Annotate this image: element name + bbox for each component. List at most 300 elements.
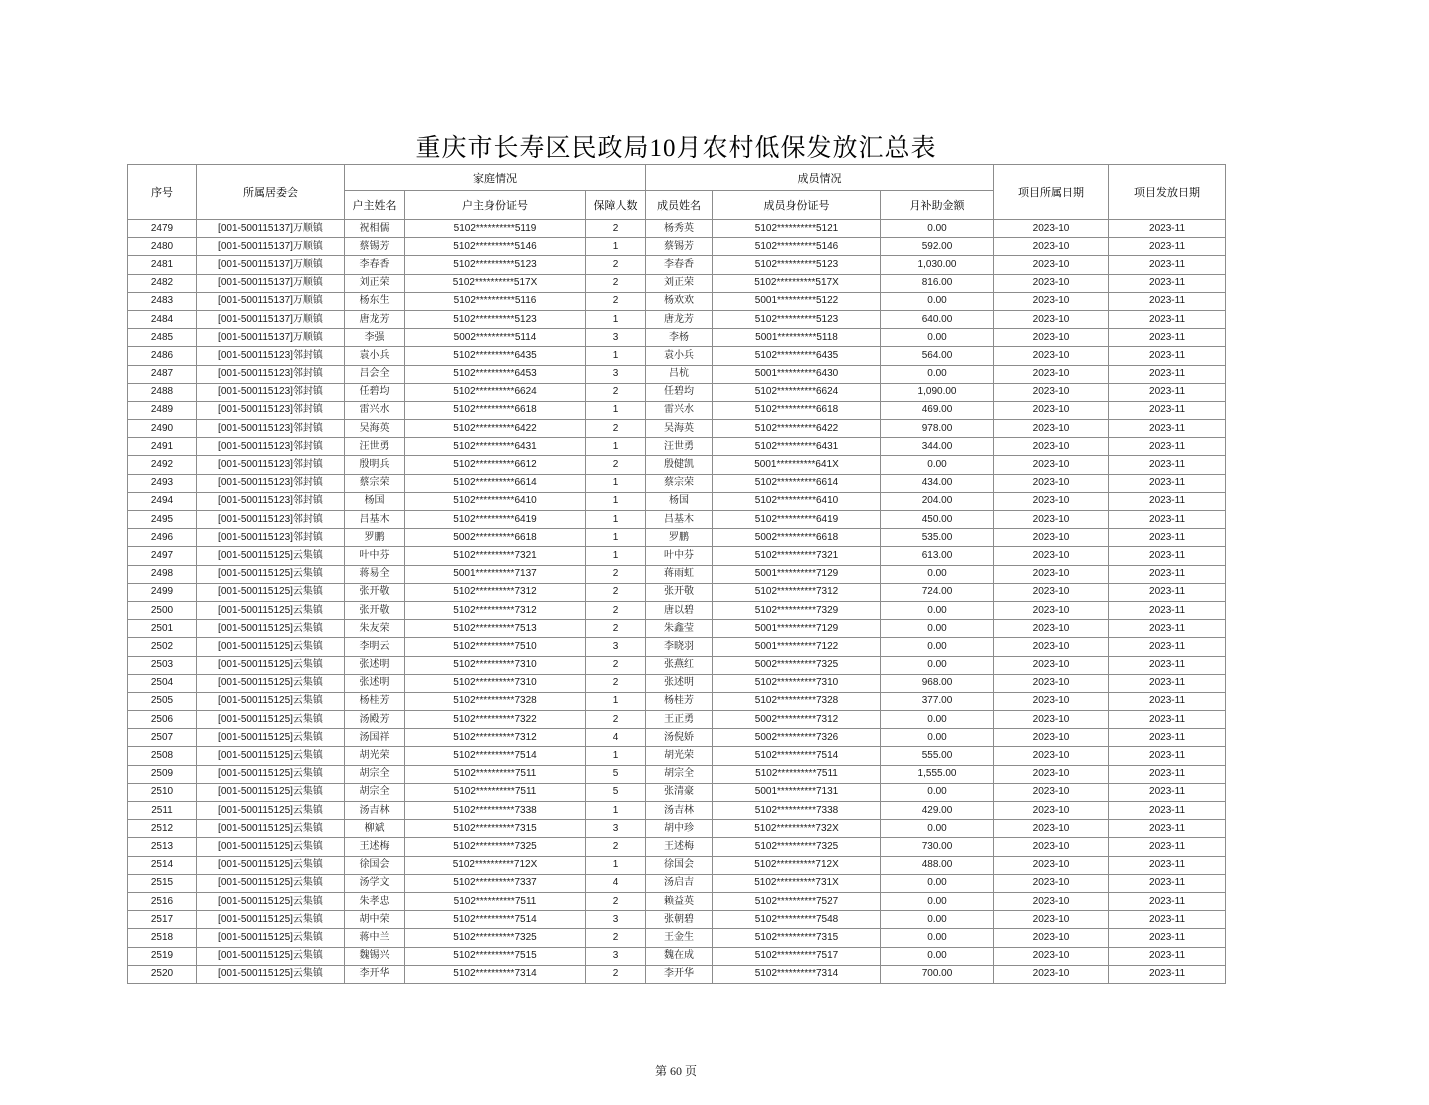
cell-member-name: 胡宗全 bbox=[646, 765, 713, 783]
cell-issue-month: 2023-11 bbox=[1109, 383, 1226, 401]
cell-head-id: 5102**********6422 bbox=[405, 420, 586, 438]
cell-monthly-amount: 724.00 bbox=[881, 583, 994, 601]
cell-committee: [001-500115123]邻封镇 bbox=[197, 365, 345, 383]
cell-project-month: 2023-10 bbox=[994, 329, 1109, 347]
cell-committee: [001-500115125]云集镇 bbox=[197, 547, 345, 565]
cell-serial: 2496 bbox=[128, 529, 197, 547]
cell-member-id: 5102**********732X bbox=[713, 820, 881, 838]
cell-head-name: 张述明 bbox=[345, 656, 405, 674]
cell-committee: [001-500115137]万顺镇 bbox=[197, 329, 345, 347]
cell-serial: 2519 bbox=[128, 947, 197, 965]
cell-head-name: 张开敬 bbox=[345, 601, 405, 619]
table-row bbox=[128, 529, 1226, 547]
cell-monthly-amount: 1,555.00 bbox=[881, 765, 994, 783]
cell-serial: 2483 bbox=[128, 292, 197, 310]
cell-project-month: 2023-10 bbox=[994, 583, 1109, 601]
cell-head-name: 胡光荣 bbox=[345, 747, 405, 765]
cell-insured-count: 3 bbox=[586, 947, 646, 965]
cell-issue-month: 2023-11 bbox=[1109, 929, 1226, 947]
cell-member-id: 5102**********7511 bbox=[713, 765, 881, 783]
cell-member-name: 张朝碧 bbox=[646, 911, 713, 929]
page-title: 重庆市长寿区民政局10月农村低保发放汇总表 bbox=[415, 135, 937, 162]
cell-head-id: 5102**********6614 bbox=[405, 474, 586, 492]
cell-insured-count: 1 bbox=[586, 238, 646, 256]
cell-committee: [001-500115125]云集镇 bbox=[197, 929, 345, 947]
cell-serial: 2517 bbox=[128, 911, 197, 929]
table-row bbox=[128, 692, 1226, 710]
cell-serial: 2511 bbox=[128, 802, 197, 820]
cell-insured-count: 1 bbox=[586, 802, 646, 820]
col-group-family: 家庭情况 bbox=[345, 165, 646, 191]
cell-monthly-amount: 0.00 bbox=[881, 620, 994, 638]
cell-monthly-amount: 816.00 bbox=[881, 274, 994, 292]
cell-member-id: 5001**********5118 bbox=[713, 329, 881, 347]
cell-serial: 2506 bbox=[128, 711, 197, 729]
cell-member-id: 5001**********7122 bbox=[713, 638, 881, 656]
cell-serial: 2500 bbox=[128, 601, 197, 619]
cell-monthly-amount: 0.00 bbox=[881, 656, 994, 674]
table-row bbox=[128, 892, 1226, 910]
cell-serial: 2491 bbox=[128, 438, 197, 456]
cell-project-month: 2023-10 bbox=[994, 783, 1109, 801]
table-row bbox=[128, 547, 1226, 565]
cell-committee: [001-500115125]云集镇 bbox=[197, 783, 345, 801]
cell-project-month: 2023-10 bbox=[994, 820, 1109, 838]
table-header bbox=[128, 165, 1226, 220]
cell-monthly-amount: 0.00 bbox=[881, 638, 994, 656]
cell-insured-count: 1 bbox=[586, 474, 646, 492]
cell-head-id: 5102**********7312 bbox=[405, 729, 586, 747]
cell-monthly-amount: 469.00 bbox=[881, 401, 994, 419]
cell-member-name: 张开敬 bbox=[646, 583, 713, 601]
cell-committee: [001-500115123]邻封镇 bbox=[197, 529, 345, 547]
cell-monthly-amount: 0.00 bbox=[881, 874, 994, 892]
table-row bbox=[128, 292, 1226, 310]
cell-member-id: 5001**********7129 bbox=[713, 620, 881, 638]
cell-head-id: 5102**********7515 bbox=[405, 947, 586, 965]
cell-member-name: 魏在成 bbox=[646, 947, 713, 965]
cell-member-name: 胡中珍 bbox=[646, 820, 713, 838]
cell-insured-count: 4 bbox=[586, 874, 646, 892]
cell-member-name: 张述明 bbox=[646, 674, 713, 692]
table-row bbox=[128, 674, 1226, 692]
cell-head-name: 祝相儒 bbox=[345, 220, 405, 238]
cell-project-month: 2023-10 bbox=[994, 911, 1109, 929]
cell-serial: 2516 bbox=[128, 892, 197, 910]
cell-member-id: 5102**********7517 bbox=[713, 947, 881, 965]
cell-issue-month: 2023-11 bbox=[1109, 856, 1226, 874]
cell-head-id: 5102**********7514 bbox=[405, 747, 586, 765]
cell-issue-month: 2023-11 bbox=[1109, 638, 1226, 656]
cell-head-name: 汤殿芳 bbox=[345, 711, 405, 729]
cell-member-name: 叶中芬 bbox=[646, 547, 713, 565]
cell-member-name: 刘正荣 bbox=[646, 274, 713, 292]
cell-issue-month: 2023-11 bbox=[1109, 911, 1226, 929]
cell-committee: [001-500115123]邻封镇 bbox=[197, 511, 345, 529]
cell-serial: 2494 bbox=[128, 492, 197, 510]
cell-head-name: 杨国 bbox=[345, 492, 405, 510]
table-row bbox=[128, 565, 1226, 583]
cell-serial: 2481 bbox=[128, 256, 197, 274]
cell-issue-month: 2023-11 bbox=[1109, 583, 1226, 601]
cell-head-name: 李强 bbox=[345, 329, 405, 347]
cell-member-id: 5002**********7325 bbox=[713, 656, 881, 674]
col-header-committee: 所属居委会 bbox=[197, 165, 345, 220]
cell-serial: 2495 bbox=[128, 511, 197, 529]
cell-member-id: 5102**********6431 bbox=[713, 438, 881, 456]
cell-member-id: 5102**********6614 bbox=[713, 474, 881, 492]
cell-member-name: 朱鑫莹 bbox=[646, 620, 713, 638]
cell-head-id: 5102**********7513 bbox=[405, 620, 586, 638]
cell-serial: 2502 bbox=[128, 638, 197, 656]
cell-project-month: 2023-10 bbox=[994, 692, 1109, 710]
cell-monthly-amount: 700.00 bbox=[881, 965, 994, 983]
cell-project-month: 2023-10 bbox=[994, 274, 1109, 292]
cell-monthly-amount: 488.00 bbox=[881, 856, 994, 874]
cell-committee: [001-500115123]邻封镇 bbox=[197, 347, 345, 365]
cell-project-month: 2023-10 bbox=[994, 565, 1109, 583]
cell-member-id: 5102**********712X bbox=[713, 856, 881, 874]
table-row bbox=[128, 656, 1226, 674]
cell-insured-count: 3 bbox=[586, 329, 646, 347]
cell-committee: [001-500115125]云集镇 bbox=[197, 583, 345, 601]
cell-serial: 2490 bbox=[128, 420, 197, 438]
cell-head-id: 5102**********7338 bbox=[405, 802, 586, 820]
cell-serial: 2497 bbox=[128, 547, 197, 565]
cell-issue-month: 2023-11 bbox=[1109, 420, 1226, 438]
cell-insured-count: 2 bbox=[586, 929, 646, 947]
cell-project-month: 2023-10 bbox=[994, 856, 1109, 874]
subsidy-summary-table bbox=[127, 164, 1226, 984]
table-row bbox=[128, 274, 1226, 292]
cell-project-month: 2023-10 bbox=[994, 711, 1109, 729]
cell-serial: 2507 bbox=[128, 729, 197, 747]
table-row bbox=[128, 220, 1226, 238]
cell-committee: [001-500115125]云集镇 bbox=[197, 601, 345, 619]
cell-monthly-amount: 450.00 bbox=[881, 511, 994, 529]
table-row bbox=[128, 329, 1226, 347]
cell-head-name: 任碧均 bbox=[345, 383, 405, 401]
cell-insured-count: 2 bbox=[586, 583, 646, 601]
cell-issue-month: 2023-11 bbox=[1109, 274, 1226, 292]
cell-issue-month: 2023-11 bbox=[1109, 547, 1226, 565]
cell-issue-month: 2023-11 bbox=[1109, 565, 1226, 583]
cell-committee: [001-500115137]万顺镇 bbox=[197, 292, 345, 310]
col-header-head-name: 户主姓名 bbox=[345, 191, 405, 220]
cell-monthly-amount: 968.00 bbox=[881, 674, 994, 692]
cell-member-id: 5102**********5121 bbox=[713, 220, 881, 238]
cell-insured-count: 2 bbox=[586, 674, 646, 692]
cell-head-name: 朱孝忠 bbox=[345, 892, 405, 910]
cell-insured-count: 3 bbox=[586, 365, 646, 383]
cell-head-name: 柳斌 bbox=[345, 820, 405, 838]
cell-member-id: 5002**********7326 bbox=[713, 729, 881, 747]
cell-head-id: 5102**********7314 bbox=[405, 965, 586, 983]
cell-committee: [001-500115125]云集镇 bbox=[197, 692, 345, 710]
cell-insured-count: 1 bbox=[586, 310, 646, 328]
cell-member-id: 5102**********7338 bbox=[713, 802, 881, 820]
cell-serial: 2508 bbox=[128, 747, 197, 765]
col-header-head-id: 户主身份证号 bbox=[405, 191, 586, 220]
cell-head-id: 5102**********7325 bbox=[405, 838, 586, 856]
cell-member-name: 李杨 bbox=[646, 329, 713, 347]
cell-insured-count: 1 bbox=[586, 547, 646, 565]
cell-committee: [001-500115137]万顺镇 bbox=[197, 310, 345, 328]
cell-head-id: 5102**********7510 bbox=[405, 638, 586, 656]
cell-insured-count: 2 bbox=[586, 601, 646, 619]
cell-issue-month: 2023-11 bbox=[1109, 820, 1226, 838]
cell-issue-month: 2023-11 bbox=[1109, 220, 1226, 238]
cell-insured-count: 2 bbox=[586, 220, 646, 238]
cell-head-id: 5001**********7137 bbox=[405, 565, 586, 583]
cell-serial: 2515 bbox=[128, 874, 197, 892]
cell-project-month: 2023-10 bbox=[994, 802, 1109, 820]
cell-monthly-amount: 0.00 bbox=[881, 929, 994, 947]
cell-head-name: 胡宗全 bbox=[345, 783, 405, 801]
cell-head-id: 5102**********5146 bbox=[405, 238, 586, 256]
cell-member-id: 5102**********5123 bbox=[713, 256, 881, 274]
cell-committee: [001-500115125]云集镇 bbox=[197, 711, 345, 729]
cell-head-id: 5102**********5116 bbox=[405, 292, 586, 310]
table-row bbox=[128, 783, 1226, 801]
cell-member-id: 5102**********731X bbox=[713, 874, 881, 892]
cell-head-id: 5102**********5123 bbox=[405, 310, 586, 328]
cell-serial: 2489 bbox=[128, 401, 197, 419]
cell-committee: [001-500115125]云集镇 bbox=[197, 729, 345, 747]
cell-committee: [001-500115137]万顺镇 bbox=[197, 274, 345, 292]
table-row bbox=[128, 238, 1226, 256]
cell-head-id: 5102**********7328 bbox=[405, 692, 586, 710]
cell-head-name: 胡宗全 bbox=[345, 765, 405, 783]
cell-issue-month: 2023-11 bbox=[1109, 365, 1226, 383]
cell-project-month: 2023-10 bbox=[994, 601, 1109, 619]
table-row bbox=[128, 583, 1226, 601]
cell-project-month: 2023-10 bbox=[994, 401, 1109, 419]
cell-serial: 2480 bbox=[128, 238, 197, 256]
cell-member-id: 5102**********7527 bbox=[713, 892, 881, 910]
cell-serial: 2487 bbox=[128, 365, 197, 383]
cell-committee: [001-500115125]云集镇 bbox=[197, 820, 345, 838]
cell-insured-count: 4 bbox=[586, 729, 646, 747]
table-row bbox=[128, 492, 1226, 510]
cell-head-name: 朱友荣 bbox=[345, 620, 405, 638]
cell-member-name: 杨秀英 bbox=[646, 220, 713, 238]
cell-issue-month: 2023-11 bbox=[1109, 456, 1226, 474]
cell-head-name: 蔡锡芳 bbox=[345, 238, 405, 256]
cell-project-month: 2023-10 bbox=[994, 292, 1109, 310]
cell-head-name: 张开敬 bbox=[345, 583, 405, 601]
cell-monthly-amount: 613.00 bbox=[881, 547, 994, 565]
cell-member-name: 蒋雨虹 bbox=[646, 565, 713, 583]
cell-head-id: 5102**********6435 bbox=[405, 347, 586, 365]
cell-monthly-amount: 0.00 bbox=[881, 820, 994, 838]
cell-insured-count: 2 bbox=[586, 292, 646, 310]
cell-insured-count: 1 bbox=[586, 347, 646, 365]
cell-committee: [001-500115125]云集镇 bbox=[197, 965, 345, 983]
cell-committee: [001-500115123]邻封镇 bbox=[197, 474, 345, 492]
cell-head-name: 魏锡兴 bbox=[345, 947, 405, 965]
cell-member-name: 赖益英 bbox=[646, 892, 713, 910]
cell-insured-count: 3 bbox=[586, 911, 646, 929]
cell-head-id: 5102**********7511 bbox=[405, 892, 586, 910]
cell-project-month: 2023-10 bbox=[994, 220, 1109, 238]
cell-insured-count: 3 bbox=[586, 638, 646, 656]
cell-member-id: 5102**********7310 bbox=[713, 674, 881, 692]
cell-serial: 2510 bbox=[128, 783, 197, 801]
cell-head-name: 吕基木 bbox=[345, 511, 405, 529]
cell-monthly-amount: 564.00 bbox=[881, 347, 994, 365]
cell-issue-month: 2023-11 bbox=[1109, 765, 1226, 783]
table-row bbox=[128, 765, 1226, 783]
cell-project-month: 2023-10 bbox=[994, 365, 1109, 383]
table-row bbox=[128, 383, 1226, 401]
cell-issue-month: 2023-11 bbox=[1109, 511, 1226, 529]
cell-head-id: 5102**********7312 bbox=[405, 601, 586, 619]
table-row bbox=[128, 401, 1226, 419]
cell-monthly-amount: 0.00 bbox=[881, 892, 994, 910]
cell-serial: 2484 bbox=[128, 310, 197, 328]
cell-member-id: 5102**********7315 bbox=[713, 929, 881, 947]
cell-head-name: 汪世勇 bbox=[345, 438, 405, 456]
cell-project-month: 2023-10 bbox=[994, 492, 1109, 510]
cell-issue-month: 2023-11 bbox=[1109, 874, 1226, 892]
cell-member-id: 5102**********7329 bbox=[713, 601, 881, 619]
cell-serial: 2518 bbox=[128, 929, 197, 947]
cell-committee: [001-500115125]云集镇 bbox=[197, 656, 345, 674]
table-row bbox=[128, 620, 1226, 638]
cell-member-name: 唐龙芳 bbox=[646, 310, 713, 328]
cell-head-id: 5102**********6453 bbox=[405, 365, 586, 383]
cell-head-id: 5102**********5123 bbox=[405, 256, 586, 274]
cell-member-id: 5102**********6410 bbox=[713, 492, 881, 510]
cell-monthly-amount: 429.00 bbox=[881, 802, 994, 820]
cell-member-id: 5102**********5146 bbox=[713, 238, 881, 256]
cell-insured-count: 2 bbox=[586, 565, 646, 583]
cell-head-id: 5102**********7315 bbox=[405, 820, 586, 838]
cell-head-name: 杨东生 bbox=[345, 292, 405, 310]
cell-head-id: 5102**********6419 bbox=[405, 511, 586, 529]
cell-issue-month: 2023-11 bbox=[1109, 238, 1226, 256]
cell-head-id: 5102**********7312 bbox=[405, 583, 586, 601]
cell-monthly-amount: 0.00 bbox=[881, 911, 994, 929]
cell-committee: [001-500115137]万顺镇 bbox=[197, 220, 345, 238]
cell-project-month: 2023-10 bbox=[994, 874, 1109, 892]
col-header-serial: 序号 bbox=[128, 165, 197, 220]
cell-head-id: 5102**********7310 bbox=[405, 674, 586, 692]
cell-monthly-amount: 730.00 bbox=[881, 838, 994, 856]
cell-serial: 2503 bbox=[128, 656, 197, 674]
cell-insured-count: 1 bbox=[586, 692, 646, 710]
cell-committee: [001-500115125]云集镇 bbox=[197, 874, 345, 892]
cell-project-month: 2023-10 bbox=[994, 347, 1109, 365]
cell-serial: 2486 bbox=[128, 347, 197, 365]
cell-issue-month: 2023-11 bbox=[1109, 347, 1226, 365]
cell-member-name: 张燕红 bbox=[646, 656, 713, 674]
cell-committee: [001-500115125]云集镇 bbox=[197, 638, 345, 656]
cell-member-name: 唐以碧 bbox=[646, 601, 713, 619]
cell-serial: 2505 bbox=[128, 692, 197, 710]
cell-head-name: 蒋易全 bbox=[345, 565, 405, 583]
table-row bbox=[128, 511, 1226, 529]
cell-head-name: 李开华 bbox=[345, 965, 405, 983]
cell-insured-count: 2 bbox=[586, 965, 646, 983]
cell-member-id: 5001**********7131 bbox=[713, 783, 881, 801]
cell-insured-count: 2 bbox=[586, 456, 646, 474]
cell-insured-count: 1 bbox=[586, 747, 646, 765]
cell-monthly-amount: 377.00 bbox=[881, 692, 994, 710]
cell-head-name: 殷明兵 bbox=[345, 456, 405, 474]
col-header-project-month: 项目所属日期 bbox=[994, 165, 1109, 220]
table-row bbox=[128, 365, 1226, 383]
cell-member-name: 杨欢欢 bbox=[646, 292, 713, 310]
cell-member-id: 5001**********5122 bbox=[713, 292, 881, 310]
cell-project-month: 2023-10 bbox=[994, 383, 1109, 401]
cell-head-id: 5102**********7321 bbox=[405, 547, 586, 565]
cell-member-id: 5102**********5123 bbox=[713, 310, 881, 328]
table-row bbox=[128, 747, 1226, 765]
cell-issue-month: 2023-11 bbox=[1109, 711, 1226, 729]
cell-committee: [001-500115123]邻封镇 bbox=[197, 401, 345, 419]
cell-member-name: 王正勇 bbox=[646, 711, 713, 729]
cell-head-name: 吴海英 bbox=[345, 420, 405, 438]
cell-member-id: 5002**********6618 bbox=[713, 529, 881, 547]
page-number: 第 60 页 bbox=[654, 1064, 697, 1078]
cell-issue-month: 2023-11 bbox=[1109, 620, 1226, 638]
cell-committee: [001-500115125]云集镇 bbox=[197, 856, 345, 874]
cell-project-month: 2023-10 bbox=[994, 529, 1109, 547]
cell-insured-count: 1 bbox=[586, 529, 646, 547]
col-group-member: 成员情况 bbox=[646, 165, 994, 191]
cell-member-name: 吴海英 bbox=[646, 420, 713, 438]
cell-monthly-amount: 978.00 bbox=[881, 420, 994, 438]
cell-head-name: 李春香 bbox=[345, 256, 405, 274]
table-row bbox=[128, 347, 1226, 365]
cell-monthly-amount: 0.00 bbox=[881, 220, 994, 238]
cell-head-id: 5102**********7325 bbox=[405, 929, 586, 947]
cell-committee: [001-500115125]云集镇 bbox=[197, 747, 345, 765]
cell-monthly-amount: 344.00 bbox=[881, 438, 994, 456]
cell-project-month: 2023-10 bbox=[994, 547, 1109, 565]
cell-member-name: 汪世勇 bbox=[646, 438, 713, 456]
cell-head-name: 汤国祥 bbox=[345, 729, 405, 747]
cell-project-month: 2023-10 bbox=[994, 747, 1109, 765]
table-row bbox=[128, 911, 1226, 929]
cell-member-name: 任碧均 bbox=[646, 383, 713, 401]
cell-member-name: 汤吉林 bbox=[646, 802, 713, 820]
cell-head-name: 唐龙芳 bbox=[345, 310, 405, 328]
cell-issue-month: 2023-11 bbox=[1109, 656, 1226, 674]
cell-project-month: 2023-10 bbox=[994, 674, 1109, 692]
cell-insured-count: 2 bbox=[586, 711, 646, 729]
cell-member-name: 雷兴水 bbox=[646, 401, 713, 419]
cell-committee: [001-500115125]云集镇 bbox=[197, 892, 345, 910]
table-row bbox=[128, 874, 1226, 892]
cell-project-month: 2023-10 bbox=[994, 638, 1109, 656]
cell-committee: [001-500115125]云集镇 bbox=[197, 802, 345, 820]
cell-member-name: 袁小兵 bbox=[646, 347, 713, 365]
cell-monthly-amount: 592.00 bbox=[881, 238, 994, 256]
cell-member-name: 李晓羽 bbox=[646, 638, 713, 656]
cell-head-name: 徐国会 bbox=[345, 856, 405, 874]
cell-member-name: 汤启吉 bbox=[646, 874, 713, 892]
cell-project-month: 2023-10 bbox=[994, 656, 1109, 674]
cell-monthly-amount: 0.00 bbox=[881, 329, 994, 347]
cell-project-month: 2023-10 bbox=[994, 620, 1109, 638]
cell-insured-count: 1 bbox=[586, 492, 646, 510]
table-row bbox=[128, 601, 1226, 619]
cell-serial: 2498 bbox=[128, 565, 197, 583]
cell-member-name: 吕基木 bbox=[646, 511, 713, 529]
